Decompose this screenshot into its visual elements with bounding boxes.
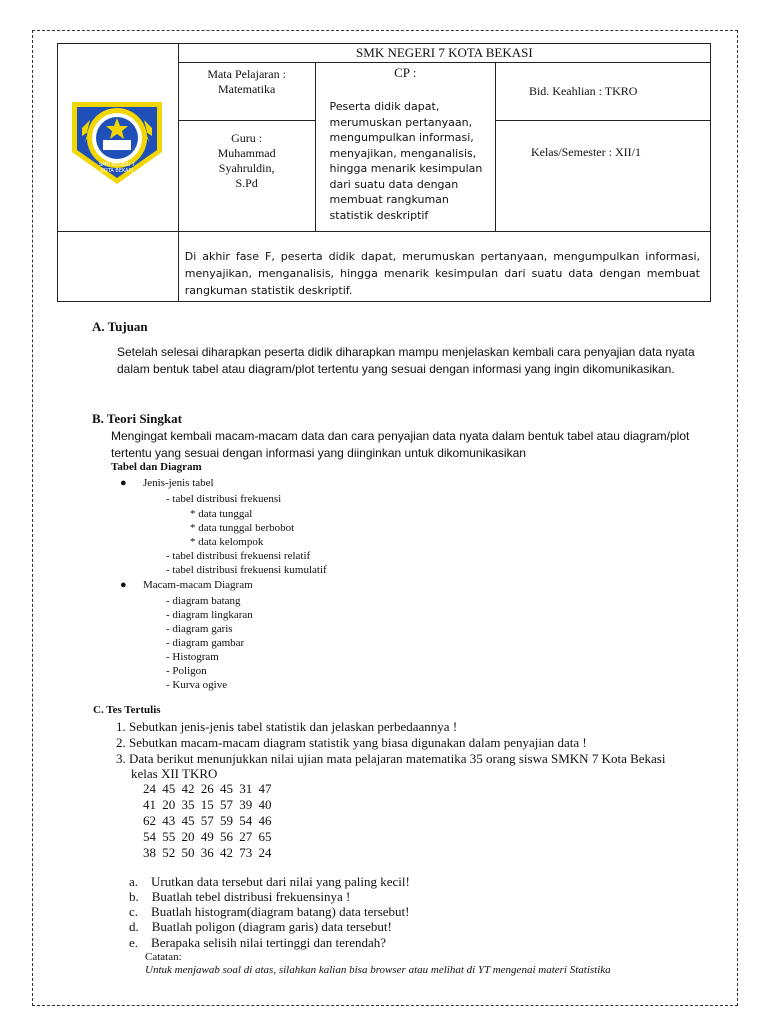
header-table [57, 43, 711, 302]
bullet-icon: ● [120, 579, 127, 591]
data-block [143, 781, 275, 861]
subject-value: Matematika [217, 82, 276, 96]
note-label: Catatan: [145, 951, 182, 963]
list-item: - diagram batang [166, 595, 241, 607]
data-row: 62 43 45 57 59 54 46 [143, 813, 272, 828]
task-c: c. Buatlah histogram(diagram batang) data tersebut! [129, 904, 410, 919]
subject-cell [178, 63, 315, 121]
school-name: SMK NEGERI 7 KOTA BEKASI [178, 44, 710, 63]
section-c-title: C. Tes Tertulis [93, 704, 161, 716]
section-a-body: Setelah selesai diharapkan peserta didik diharapkan mampu menjelaskan kembali cara penyajian data nyata dalam bentuk tabel atau diagram/plot tertentu yang sesuai dengan informasi yang ingin dikomunikasikan. [117, 345, 695, 376]
note-text: Untuk menjawab soal di atas, silahkan kalian bisa browser atau melihat di YT mengenai materi Statistika [145, 964, 611, 976]
task-e: e. Berapaka selisih nilai tertinggi dan terendah? [129, 935, 387, 950]
section-b-subtitle: Tabel dan Diagram [111, 461, 202, 473]
empty-cell [58, 232, 179, 302]
list-item: - diagram garis [166, 623, 233, 635]
list-item: - diagram gambar [166, 637, 245, 649]
task-d: d. Buatlah poligon (diagram garis) data tersebut! [129, 919, 392, 934]
logo-cell [58, 44, 179, 232]
list-item: - tabel distribusi frekuensi kumulatif [166, 564, 327, 576]
bullet-icon: ● [120, 477, 127, 489]
bid-keahlian: Bid. Keahlian : TKRO [495, 63, 710, 121]
question-3: 3. Data berikut menunjukkan nilai ujian mata pelajaran matematika 35 orang siswa SMKN 7 Kota Bekasi [116, 751, 666, 766]
cp-summary: Di akhir fase F, peserta didik dapat, merumuskan pertanyaan, mengumpulkan informasi, menyajikan, menganalisis, hingga menarik kesimpulan dari suatu data dengan membuat rangkuman statistik deskriptif. [178, 232, 710, 302]
question-3-class: kelas XII TKRO [131, 766, 218, 781]
section-a-title: A. Tujuan [92, 319, 148, 334]
data-row: 24 45 42 26 45 31 47 [143, 781, 272, 796]
school-logo [58, 80, 176, 190]
list-item: - Kurva ogive [166, 679, 228, 691]
section-b-body: Mengingat kembali macam-macam data dan cara penyajian data nyata dalam bentuk tabel atau diagram/plot tertentu yang sesuai dengan informasi yang diinginkan untuk dikomunikasikan [111, 429, 690, 460]
teacher-name-3: S.Pd [235, 176, 258, 190]
bullet-jenis-tabel: Jenis-jenis tabel [143, 477, 214, 489]
teacher-label: Guru : [231, 131, 263, 145]
logo-text-2: KOTA BEKASI [100, 168, 134, 174]
list-item: * data kelompok [190, 536, 264, 548]
teacher-name-1: Muhammad [217, 146, 276, 160]
teacher-name-2: Syahruldin, [218, 161, 275, 175]
teacher-cell [178, 121, 315, 232]
list-item: - tabel distribusi frekuensi [166, 493, 282, 505]
list-item: - Histogram [166, 651, 219, 663]
data-row: 41 20 35 15 57 39 40 [143, 797, 272, 812]
list-item: - tabel distribusi frekuensi relatif [166, 550, 311, 562]
question-1: 1. Sebutkan jenis-jenis tabel statistik dan jelaskan perbedaannya ! [116, 719, 458, 734]
cp-label: CP : [394, 65, 417, 80]
task-a: a. Urutkan data tersebut dari nilai yang paling kecil! [129, 874, 410, 889]
question-2: 2. Sebutkan macam-macam diagram statistik yang biasa digunakan dalam penyajian data ! [116, 735, 587, 750]
logo-text-1: SMK NEGERI 7 [98, 162, 136, 168]
section-b-title: B. Teori Singkat [92, 411, 182, 426]
list-item: * data tunggal [190, 508, 253, 520]
cp-cell [315, 63, 495, 232]
data-row: 54 55 20 49 56 27 65 [143, 829, 272, 844]
cp-text: Peserta didik dapat, merumuskan pertanyaan, mengumpulkan informasi, menyajikan, menganalisis, hingga menarik kesimpulan dari suatu data dengan membuat rangkuman statistik deskriptif [329, 100, 483, 222]
bullet-macam-diagram: Macam-macam Diagram [143, 579, 253, 591]
kelas-semester: Kelas/Semester : XII/1 [495, 121, 710, 232]
list-item: - diagram lingkaran [166, 609, 253, 621]
data-row: 38 52 50 36 42 73 24 [143, 845, 272, 860]
subject-label: Mata Pelajaran : [207, 67, 286, 81]
task-b: b. Buatlah tebel distribusi frekuensinya ! [129, 889, 351, 904]
list-item: - Poligon [166, 665, 207, 677]
list-item: * data tunggal berbobot [190, 522, 295, 534]
